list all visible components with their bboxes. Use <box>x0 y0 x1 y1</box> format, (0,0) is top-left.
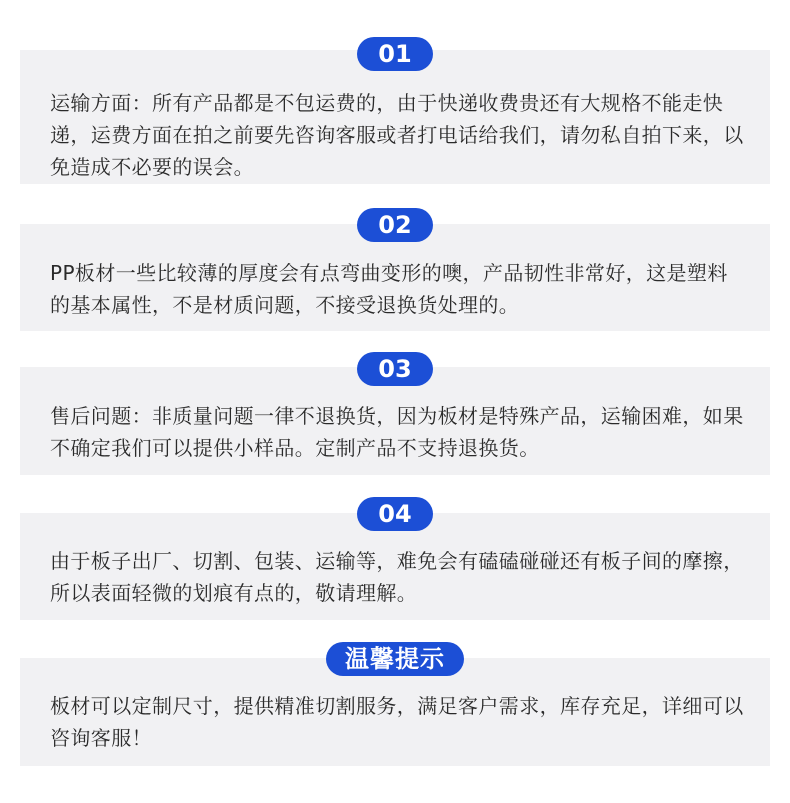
notice-text: 板材可以定制尺寸，提供精准切割服务，满足客户需求，库存充足，详细可以咨询客服！ <box>50 694 744 750</box>
warm-tip-badge: 温馨提示 <box>326 642 464 676</box>
section-number-badge: 03 <box>357 352 433 386</box>
notice-text: 售后问题：非质量问题一律不退换货，因为板材是特殊产品，运输困难，如果不确定我们可以提供小样品。定制产品不支持退换货。 <box>50 404 744 460</box>
section-number-badge: 01 <box>357 37 433 71</box>
notice-text: 运输方面：所有产品都是不包运费的，由于快递收费贵还有大规格不能走快递，运费方面在拍之前要先咨询客服或者打电话给我们，请勿私自拍下来，以免造成不必要的误会。 <box>50 91 744 179</box>
section-number-badge: 02 <box>357 208 433 242</box>
notice-text: 由于板子出厂、切割、包装、运输等，难免会有磕磕碰碰还有板子间的摩擦，所以表面轻微的划痕有点的，敬请理解。 <box>50 549 744 605</box>
notice-text: PP板材一些比较薄的厚度会有点弯曲变形的噢，产品韧性非常好，这是塑料的基本属性，不是材质问题，不接受退换货处理的。 <box>50 261 728 317</box>
section-number-badge: 04 <box>357 497 433 531</box>
